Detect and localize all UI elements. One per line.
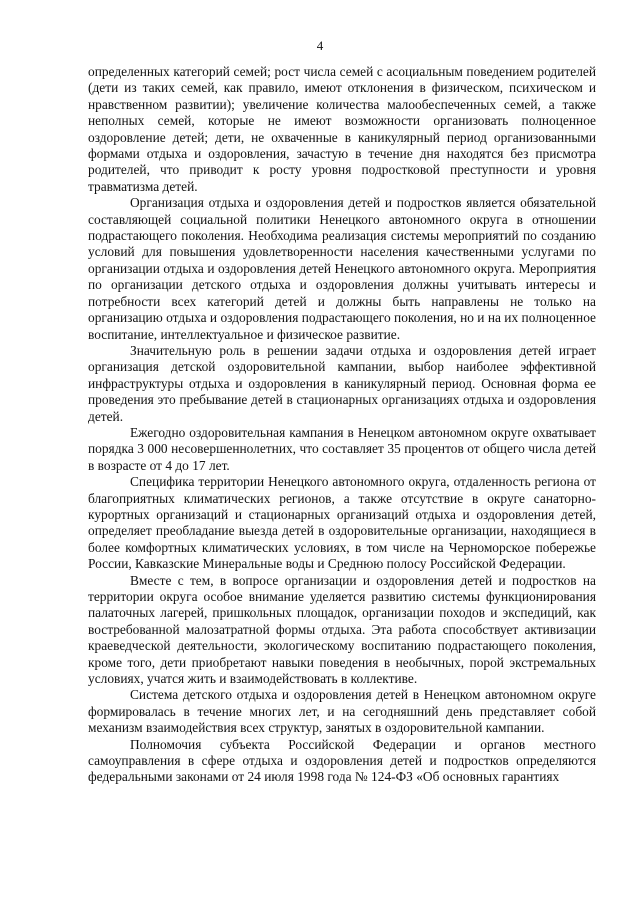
paragraph-continuation: определенных категорий семей; рост числа семей с асоциальным поведением родителей (дети из таких семей, как правило, имеют отклонения в физическом, психическом и нравственном развитии); увеличение количества малообеспеченных семей, а также неполных семей, которые не имеют возможности организовать полноценное оздоровление детей; дети, не охваченные в каникулярный период организованными формами отдыха и оздоровления, зачастую в течение дня находятся без присмотра родителей, что приводит к росту уровня подростковой преступности и уровня травматизма детей. <box>88 64 596 194</box>
paragraph-tent-camps: Вместе с тем, в вопросе организации и оздоровления детей и подростков на территории округа особое внимание уделяется развитию системы функционирования палаточных лагерей, пришкольных площадок, организации походов и экспедиций, как востребованной малозатратной формы отдыха. Эта работа способствует активизации краеведческой деятельности, экологическому воспитанию подрастающего поколения, кроме того, дети приобретают навыки поведения в необычных, порой экстремальных условиях, учатся жить и взаимодействовать в коллективе. <box>88 572 596 687</box>
paragraph-system-formation: Система детского отдыха и оздоровления детей в Ненецком автономном округе формировалась в течение многих лет, и на сегодняшний день представляет собой механизм взаимодействия всех структур, занятых в оздоровительной кампании. <box>88 687 596 736</box>
paragraph-territory-specifics: Специфика территории Ненецкого автономного округа, отдаленность региона от благоприятных климатических регионов, а также отсутствие в округе санаторно-курортных организаций и стационарных организаций отдыха и оздоровления детей, определяет преобладание выезда детей в оздоровительные организации, находящиеся в более комфортных климатических условиях, в том числе на Черноморское побережье России, Кавказские Минеральные воды и Среднюю полосу Российской Федерации. <box>88 474 596 572</box>
page-number: 4 <box>316 38 324 53</box>
paragraph-annual-coverage: Ежегодно оздоровительная кампания в Ненецком автономном округе охватывает порядка 3 000 несовершеннолетних, что составляет 35 процентов от общего числа детей в возрасте от 4 до 17 лет. <box>88 424 596 473</box>
document-body <box>88 64 596 786</box>
paragraph-powers-federal-laws: Полномочия субъекта Российской Федерации и органов местного самоуправления в сфере отдыха и оздоровления детей и подростков определяются федеральными законами от 24 июля 1998 года № 124-ФЗ «Об основных гарантиях <box>88 736 596 785</box>
paragraph-organization-of-recreation: Организация отдыха и оздоровления детей и подростков является обязательной составляющей социальной политики Ненецкого автономного округа в отношении подрастающего поколения. Необходима реализация системы мероприятий по созданию условий для повышения удовлетворенности населения качественными услугами по организации отдыха и оздоровления детей Ненецкого автономного округа. Мероприятия по организации детского отдыха и оздоровления должны учитывать интересы и потребности всех категорий детей и должны быть направлены не только на организацию отдыха и оздоровления подрастающего поколения, но и на их полноценное воспитание, интеллектуальное и физическое развитие. <box>88 195 596 342</box>
paragraph-health-campaign-role: Значительную роль в решении задачи отдыха и оздоровления детей играет организация детской оздоровительной кампании, выбор наиболее эффективной инфраструктуры отдыха и оздоровления в каникулярный период. Основная форма ее проведения это пребывание детей в стационарных организациях отдыха и оздоровления детей. <box>88 342 596 424</box>
